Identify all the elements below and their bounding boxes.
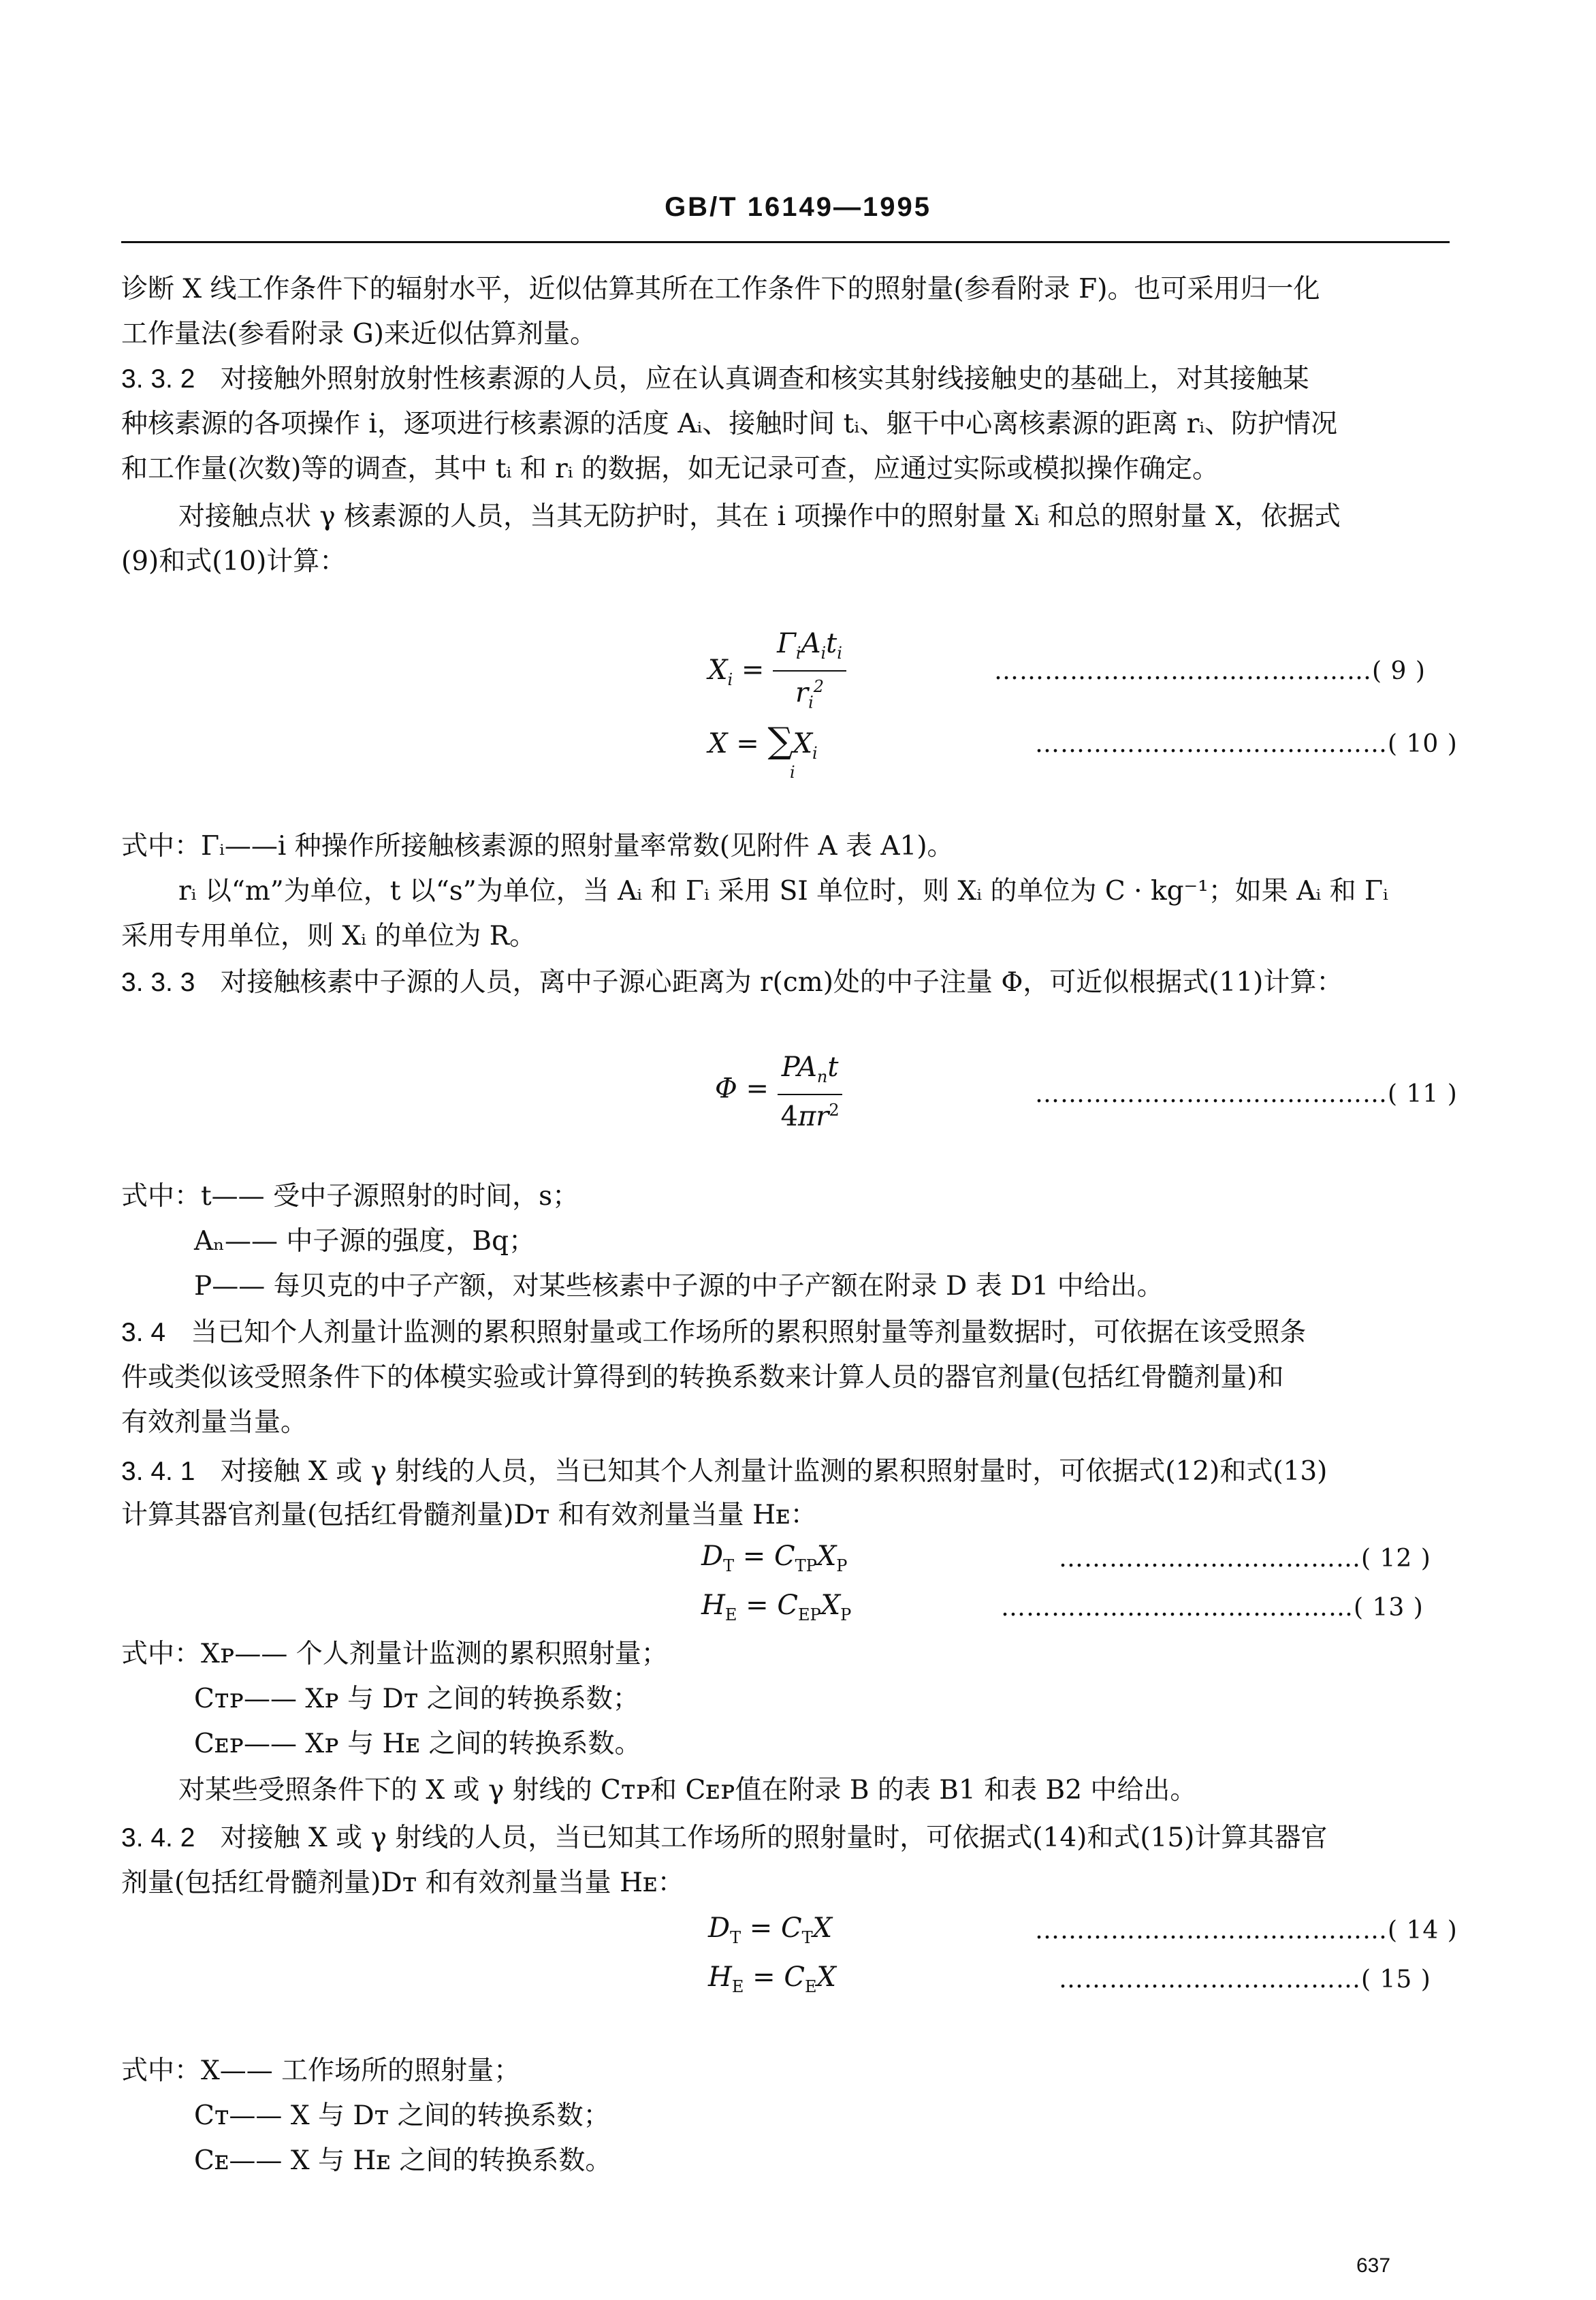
section-number: 3. 4. 1 xyxy=(121,1457,195,1486)
equation-number: ( 10 ) xyxy=(1388,730,1458,758)
equation-13-leader: ……………………………………( 13 ) xyxy=(1001,1594,1424,1622)
paragraph-line: 对接触点状 γ 核素源的人员，当其无防护时，其在 i 项操作中的照射量 Xᵢ 和总的照射量 X，依据式 xyxy=(178,501,1341,532)
fraction: $\frac{PA_nt}{4\pi r^2}$ xyxy=(778,1050,843,1131)
page-header-standard-number: GB/T 16149—1995 xyxy=(665,192,931,222)
section-3-4-1-line xyxy=(121,1455,1327,1489)
paragraph-line: 有效剂量当量。 xyxy=(121,1407,308,1438)
equation-12-leader: ………………………………( 12 ) xyxy=(1059,1545,1431,1573)
paragraph-line: 式中：Γᵢ——i 种操作所接触核素源的照射量率常数(见附件 A 表 A1)。 xyxy=(121,831,954,862)
section-number: 3. 3. 2 xyxy=(121,364,195,394)
paragraph-line: P—— 每贝克的中子产额，对某些核素中子源的中子产额在附录 D 表 D1 中给出。 xyxy=(194,1271,1164,1302)
paragraph-line: Cᴛᴘ—— Xᴘ 与 Dᴛ 之间的转换系数； xyxy=(194,1684,639,1714)
equation-14-leader: ……………………………………( 14 ) xyxy=(1035,1917,1458,1944)
paragraph-line: Cᴇᴘ—— Xᴘ 与 Hᴇ 之间的转换系数。 xyxy=(194,1729,641,1759)
equation-number: ( 14 ) xyxy=(1388,1917,1458,1944)
section-text: 当已知个人剂量计监测的累积照射量或工作场所的累积照射量等剂量数据时，可依据在该受照条 xyxy=(191,1317,1307,1348)
equation-number: ( 15 ) xyxy=(1361,1966,1431,1994)
section-text: 对接触 X 或 γ 射线的人员，当已知其工作场所的照射量时，可依据式(14)和式(15)计算其器官 xyxy=(220,1823,1328,1853)
section-3-4-2-line xyxy=(121,1821,1327,1855)
equation-11-leader: ……………………………………( 11 ) xyxy=(1035,1080,1458,1108)
section-text: 对接触核素中子源的人员，离中子源心距离为 r(cm)处的中子注量 Φ，可近似根据式(11)计算： xyxy=(220,967,1343,998)
equation-11: Φ = $\frac{PA_nt}{4\pi r^2}$ xyxy=(715,1050,842,1131)
paragraph-line: 剂量(包括红骨髓剂量)Dᴛ 和有效剂量当量 Hᴇ： xyxy=(121,1868,684,1898)
section-text: 对接触外照射放射性核素源的人员，应在认真调查和核实其射线接触史的基础上，对其接触某 xyxy=(220,364,1309,394)
equation-9: $X_i$ = $\frac{\Gamma_iA_it_i}{r_i^2}$ xyxy=(708,627,846,717)
section-number: 3. 4 xyxy=(121,1318,166,1347)
paragraph-line: 工作量法(参看附录 G)来近似估算剂量。 xyxy=(121,319,596,349)
equation-number: ( 9 ) xyxy=(1372,657,1426,685)
paragraph-line: Cᴛ—— X 与 Dᴛ 之间的转换系数； xyxy=(194,2100,610,2131)
equation-10: $X = \sum X_i$ i xyxy=(708,721,818,782)
fraction: $\frac{\Gamma_iA_it_i}{r_i^2}$ xyxy=(773,627,846,717)
equation-number: ( 11 ) xyxy=(1388,1080,1458,1108)
section-3-3-2-line xyxy=(121,362,1309,396)
section-text: 对接触 X 或 γ 射线的人员，当已知其个人剂量计监测的累积照射量时，可依据式(12)和式(13) xyxy=(220,1456,1328,1487)
page-number: 637 xyxy=(1356,2254,1391,2277)
equation-10-leader: ……………………………………( 10 ) xyxy=(1035,730,1458,758)
equation-9-leader: ………………………………………( 9 ) xyxy=(994,657,1426,685)
paragraph-line: 对某些受照条件下的 X 或 γ 射线的 Cᴛᴘ和 Cᴇᴘ值在附录 B 的表 B1 和表 B2 中给出。 xyxy=(178,1775,1197,1806)
paragraph-line: (9)和式(10)计算： xyxy=(121,546,347,577)
section-3-3-3-line xyxy=(121,966,1343,1000)
paragraph-line: 件或类似该受照条件下的体模实验或计算得到的转换系数来计算人员的器官剂量(包括红骨髓剂量)和 xyxy=(121,1362,1284,1393)
section-number: 3. 3. 3 xyxy=(121,968,195,997)
section-number: 3. 4. 2 xyxy=(121,1823,195,1853)
equation-15: $H_E = C_EX$ xyxy=(708,1962,836,1996)
paragraph-line: Aₙ—— 中子源的强度，Bq； xyxy=(194,1226,536,1257)
paragraph-line: 和工作量(次数)等的调查，其中 tᵢ 和 rᵢ 的数据，如无记录可查，应通过实际或模拟操作确定。 xyxy=(121,454,1219,484)
paragraph-line: Cᴇ—— X 与 Hᴇ 之间的转换系数。 xyxy=(194,2145,612,2176)
paragraph-line: 种核素源的各项操作 i，逐项进行核素源的活度 Aᵢ、接触时间 tᵢ、躯干中心离核素源的距离 rᵢ、防护情况 xyxy=(121,409,1338,439)
equation-13: $H_E = C_{EP}X_P$ xyxy=(701,1590,852,1624)
paragraph-line: 式中：Xᴘ—— 个人剂量计监测的累积照射量； xyxy=(121,1639,668,1669)
equation-14: $D_T = C_TX$ xyxy=(708,1912,833,1947)
header-rule xyxy=(121,241,1450,243)
paragraph-line: 采用专用单位，则 Xᵢ 的单位为 R。 xyxy=(121,921,537,951)
paragraph-line: 式中：X—— 工作场所的照射量； xyxy=(121,2055,521,2086)
equation-15-leader: ………………………………( 15 ) xyxy=(1059,1966,1431,1994)
equation-number: ( 12 ) xyxy=(1361,1545,1431,1573)
paragraph-line: 式中：t—— 受中子源照射的时间，s； xyxy=(121,1181,579,1212)
paragraph-line: 计算其器官剂量(包括红骨髓剂量)Dᴛ 和有效剂量当量 Hᴇ： xyxy=(121,1500,817,1530)
paragraph-line: rᵢ 以“m”为单位，t 以“s”为单位，当 Aᵢ 和 Γᵢ 采用 SI 单位时，则 Xᵢ 的单位为 C · kg⁻¹；如果 Aᵢ 和 Γᵢ xyxy=(178,876,1388,907)
equation-number: ( 13 ) xyxy=(1354,1594,1424,1622)
section-3-4-line xyxy=(121,1316,1306,1350)
paragraph-line: 诊断 X 线工作条件下的辐射水平，近似估算其所在工作条件下的照射量(参看附录 F)。也可采用归一化 xyxy=(121,274,1320,304)
equation-12: $D_T = C_{TP}X_P$ xyxy=(701,1541,848,1575)
